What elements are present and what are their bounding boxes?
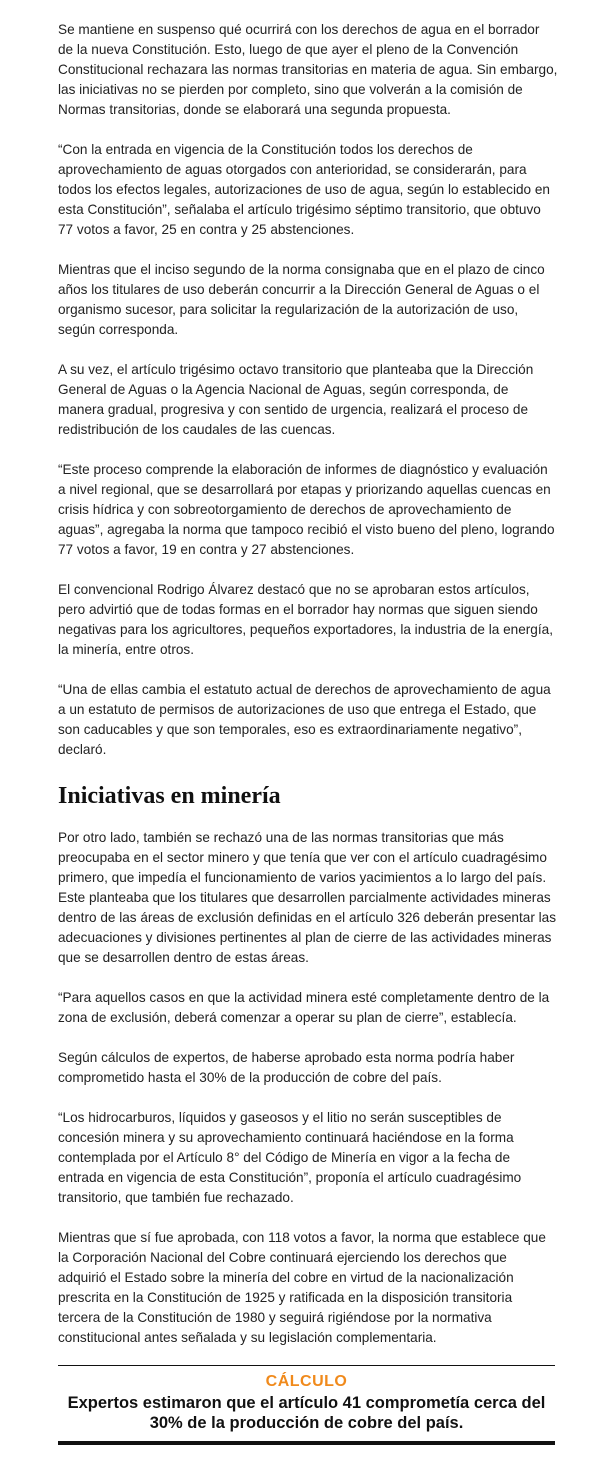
highlight-callout <box>58 1365 555 1445</box>
article-body <box>58 20 558 1368</box>
paragraph: A su vez, el artículo trigésimo octavo transitorio que planteaba que la Dirección General de Aguas o la Agencia Nacional de Aguas, según corresponda, de manera gradual, progresiva y con sentido de urgencia, realizará el proceso de redistribución de los caudales de las cuencas. <box>58 362 534 437</box>
paragraph: Según cálculos de expertos, de haberse aprobado esta norma podría haber comprometido hasta el 30% de la producción de cobre del país. <box>58 1050 515 1085</box>
paragraph: “Este proceso comprende la elaboración de informes de diagnóstico y evaluación a nivel regional, que se desarrollará por etapas y priorizando aquellas cuencas en crisis hídrica y con sobreotorgamiento de derechos de aprovechamiento de aguas”, agregaba la norma que tampoco recibió el visto bueno del pleno, logrando 77 votos a favor, 19 en contra y 27 abstenciones. <box>58 462 555 557</box>
paragraph: El convencional Rodrigo Álvarez destacó que no se aprobaran estos artículos, pero advirtió que de todas formas en el borrador hay normas que siguen siendo negativas para los agricultores, pequeños exportadores, la industria de la energía, la minería, entre otros. <box>58 582 553 657</box>
paragraph: Mientras que sí fue aprobada, con 118 votos a favor, la norma que establece que la Corporación Nacional del Cobre continuará ejerciendo los derechos que adquirió el Estado sobre la minería del cobre en virtud de la nacionalización prescrita en la Constitución de 1925 y ratificada en la disposición transitoria tercera de la Constitución de 1980 y seguirá rigiéndose por la normativa constitucional antes señalada y su legislación complementaria. <box>58 1230 546 1345</box>
section-heading: Iniciativas en minería <box>58 783 281 809</box>
callout-text: Expertos estimaron que el artículo 41 comprometía cerca del 30% de la producción de cobre del país. <box>67 1394 546 1432</box>
paragraph: “Una de ellas cambia el estatuto actual de derechos de aprovechamiento de agua a un estatuto de permisos de autorizaciones de uso que entrega el Estado, que son caducables y que son temporales, eso es extraordinariamente negativo”, declaró. <box>58 682 551 757</box>
paragraph: “Los hidrocarburos, líquidos y gaseosos y el litio no serán susceptibles de concesión minera y su aprovechamiento continuará haciéndose en la forma contemplada por el Artículo 8° del Código de Minería en vigor a la fecha de entrada en vigencia de esta Constitución”, proponía el artículo cuadragésimo transitorio, que también fue rechazado. <box>58 1110 522 1205</box>
callout-label: CÁLCULO <box>265 1373 348 1390</box>
paragraph: Por otro lado, también se rechazó una de las normas transitorias que más preocupaba en el sector minero y que tenía que ver con el artículo cuadragésimo primero, que impedía el funcionamiento de varios yacimientos a lo largo del país. Este planteaba que los titulares que desarrollen parcialmente actividades mineras dentro de las áreas de exclusión definidas en el artículo 326 deberán presentar las adecuaciones y divisiones pertinentes al plan de cierre de las actividades mineras que se desarrollen dentro de estas áreas. <box>58 830 557 965</box>
paragraph: “Para aquellos casos en que la actividad minera esté completamente dentro de la zona de exclusión, deberá comenzar a operar su plan de cierre”, establecía. <box>58 990 550 1025</box>
paragraph: Se mantiene en suspenso qué ocurrirá con los derechos de agua en el borrador de la nueva Constitución. Esto, luego de que ayer el pleno de la Convención Constitucional rechazara las normas transitorias en materia de agua. Sin embargo, las iniciativas no se pierden por completo, sino que volverán a la comisión de Normas transitorias, donde se elaborará una segunda propuesta. <box>58 22 558 117</box>
paragraph: “Con la entrada en vigencia de la Constitución todos los derechos de aprovechamiento de aguas otorgados con anterioridad, se considerarán, para todos los efectos legales, autorizaciones de uso de agua, según lo establecido en esta Constitución”, señalaba el artículo trigésimo séptimo transitorio, que obtuvo 77 votos a favor, 25 en contra y 25 abstenciones. <box>58 142 550 237</box>
paragraph: Mientras que el inciso segundo de la norma consignaba que en el plazo de cinco años los titulares de uso deberán concurrir a la Dirección General de Aguas o el organismo sucesor, para solicitar la regularización de la autorización de uso, según corresponda. <box>58 262 545 337</box>
